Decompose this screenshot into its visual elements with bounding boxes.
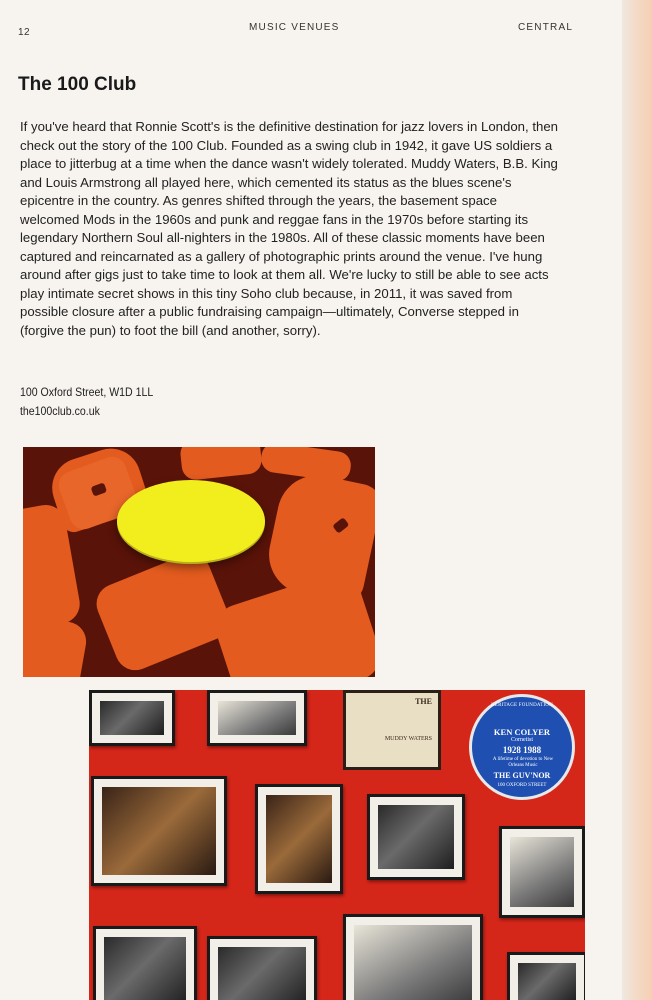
plaque-ring-text: HERITAGE FOUNDATION <box>491 703 553 708</box>
page-edge <box>622 0 652 1000</box>
plaque-years: 1928 1988 <box>502 745 542 755</box>
framed-photo <box>343 914 483 1000</box>
framed-photo <box>499 826 585 918</box>
poster-title: THE <box>415 697 432 706</box>
yellow-table <box>117 480 265 562</box>
photo-wall <box>89 690 585 1000</box>
orange-chair <box>179 447 263 481</box>
poster-text: MUDDY WATERS <box>384 736 432 742</box>
venue-address: 100 Oxford Street, W1D 1LL <box>20 385 154 399</box>
plaque-subtitle: Cornetist <box>511 737 533 743</box>
framed-photo <box>207 936 317 1000</box>
article-title: The 100 Club <box>18 74 137 95</box>
framed-photo <box>367 794 465 880</box>
blue-plaque <box>469 694 575 800</box>
region-header: CENTRAL <box>518 22 574 33</box>
framed-photo <box>93 926 197 1000</box>
article-body: If you've heard that Ronnie Scott's is the definitive destination for jazz lovers in London, then check out the story of the 100 Club. Founded as a swing club in 1942, it gave US soldiers a place to jitterbug at a time when the dance wasn't widely tolerated. Muddy Waters, B.B. King and Louis Armstrong all played here, which cemented its status as the blues scene's epicentre in the country. As genres shifted through the years, the basement space welcomed Mods in the 1960s and punk and reggae fans in the 1970s before starting its legendary Northern Soul all-nighters in the 1980s. All of these classic moments have been captured and reincarnated as a gallery of photographic prints around the venue. I've hung around after gigs just to take time to look at them all. We're lucky to still be able to see acts play intimate secret shows in this tiny Soho club because, in 2011, it was saved from possible closure after a public fundraising campaign—ultimately, Converse stepped in (forgive the pun) to foot the bill (and another, sorry). <box>20 119 558 338</box>
venue-website[interactable]: the100club.co.uk <box>20 403 100 418</box>
section-header: MUSIC VENUES <box>249 22 340 33</box>
chairs-photo <box>23 447 375 677</box>
venue-details <box>20 383 171 420</box>
vintage-poster <box>343 690 441 770</box>
orange-chair <box>23 610 89 677</box>
framed-photo <box>507 952 585 1000</box>
framed-photo <box>89 690 175 746</box>
framed-photo <box>255 784 343 894</box>
plaque-street: 100 OXFORD STREET <box>497 783 547 788</box>
page-number: 12 <box>18 27 31 38</box>
framed-photo <box>91 776 227 886</box>
plaque-nickname: THE GUV'NOR <box>493 771 551 780</box>
orange-chair <box>91 548 236 676</box>
plaque-name: KEN COLYER <box>493 727 551 737</box>
plaque-description: A lifetime of devotion to New Orleans Music <box>492 757 554 768</box>
framed-photo <box>207 690 307 746</box>
